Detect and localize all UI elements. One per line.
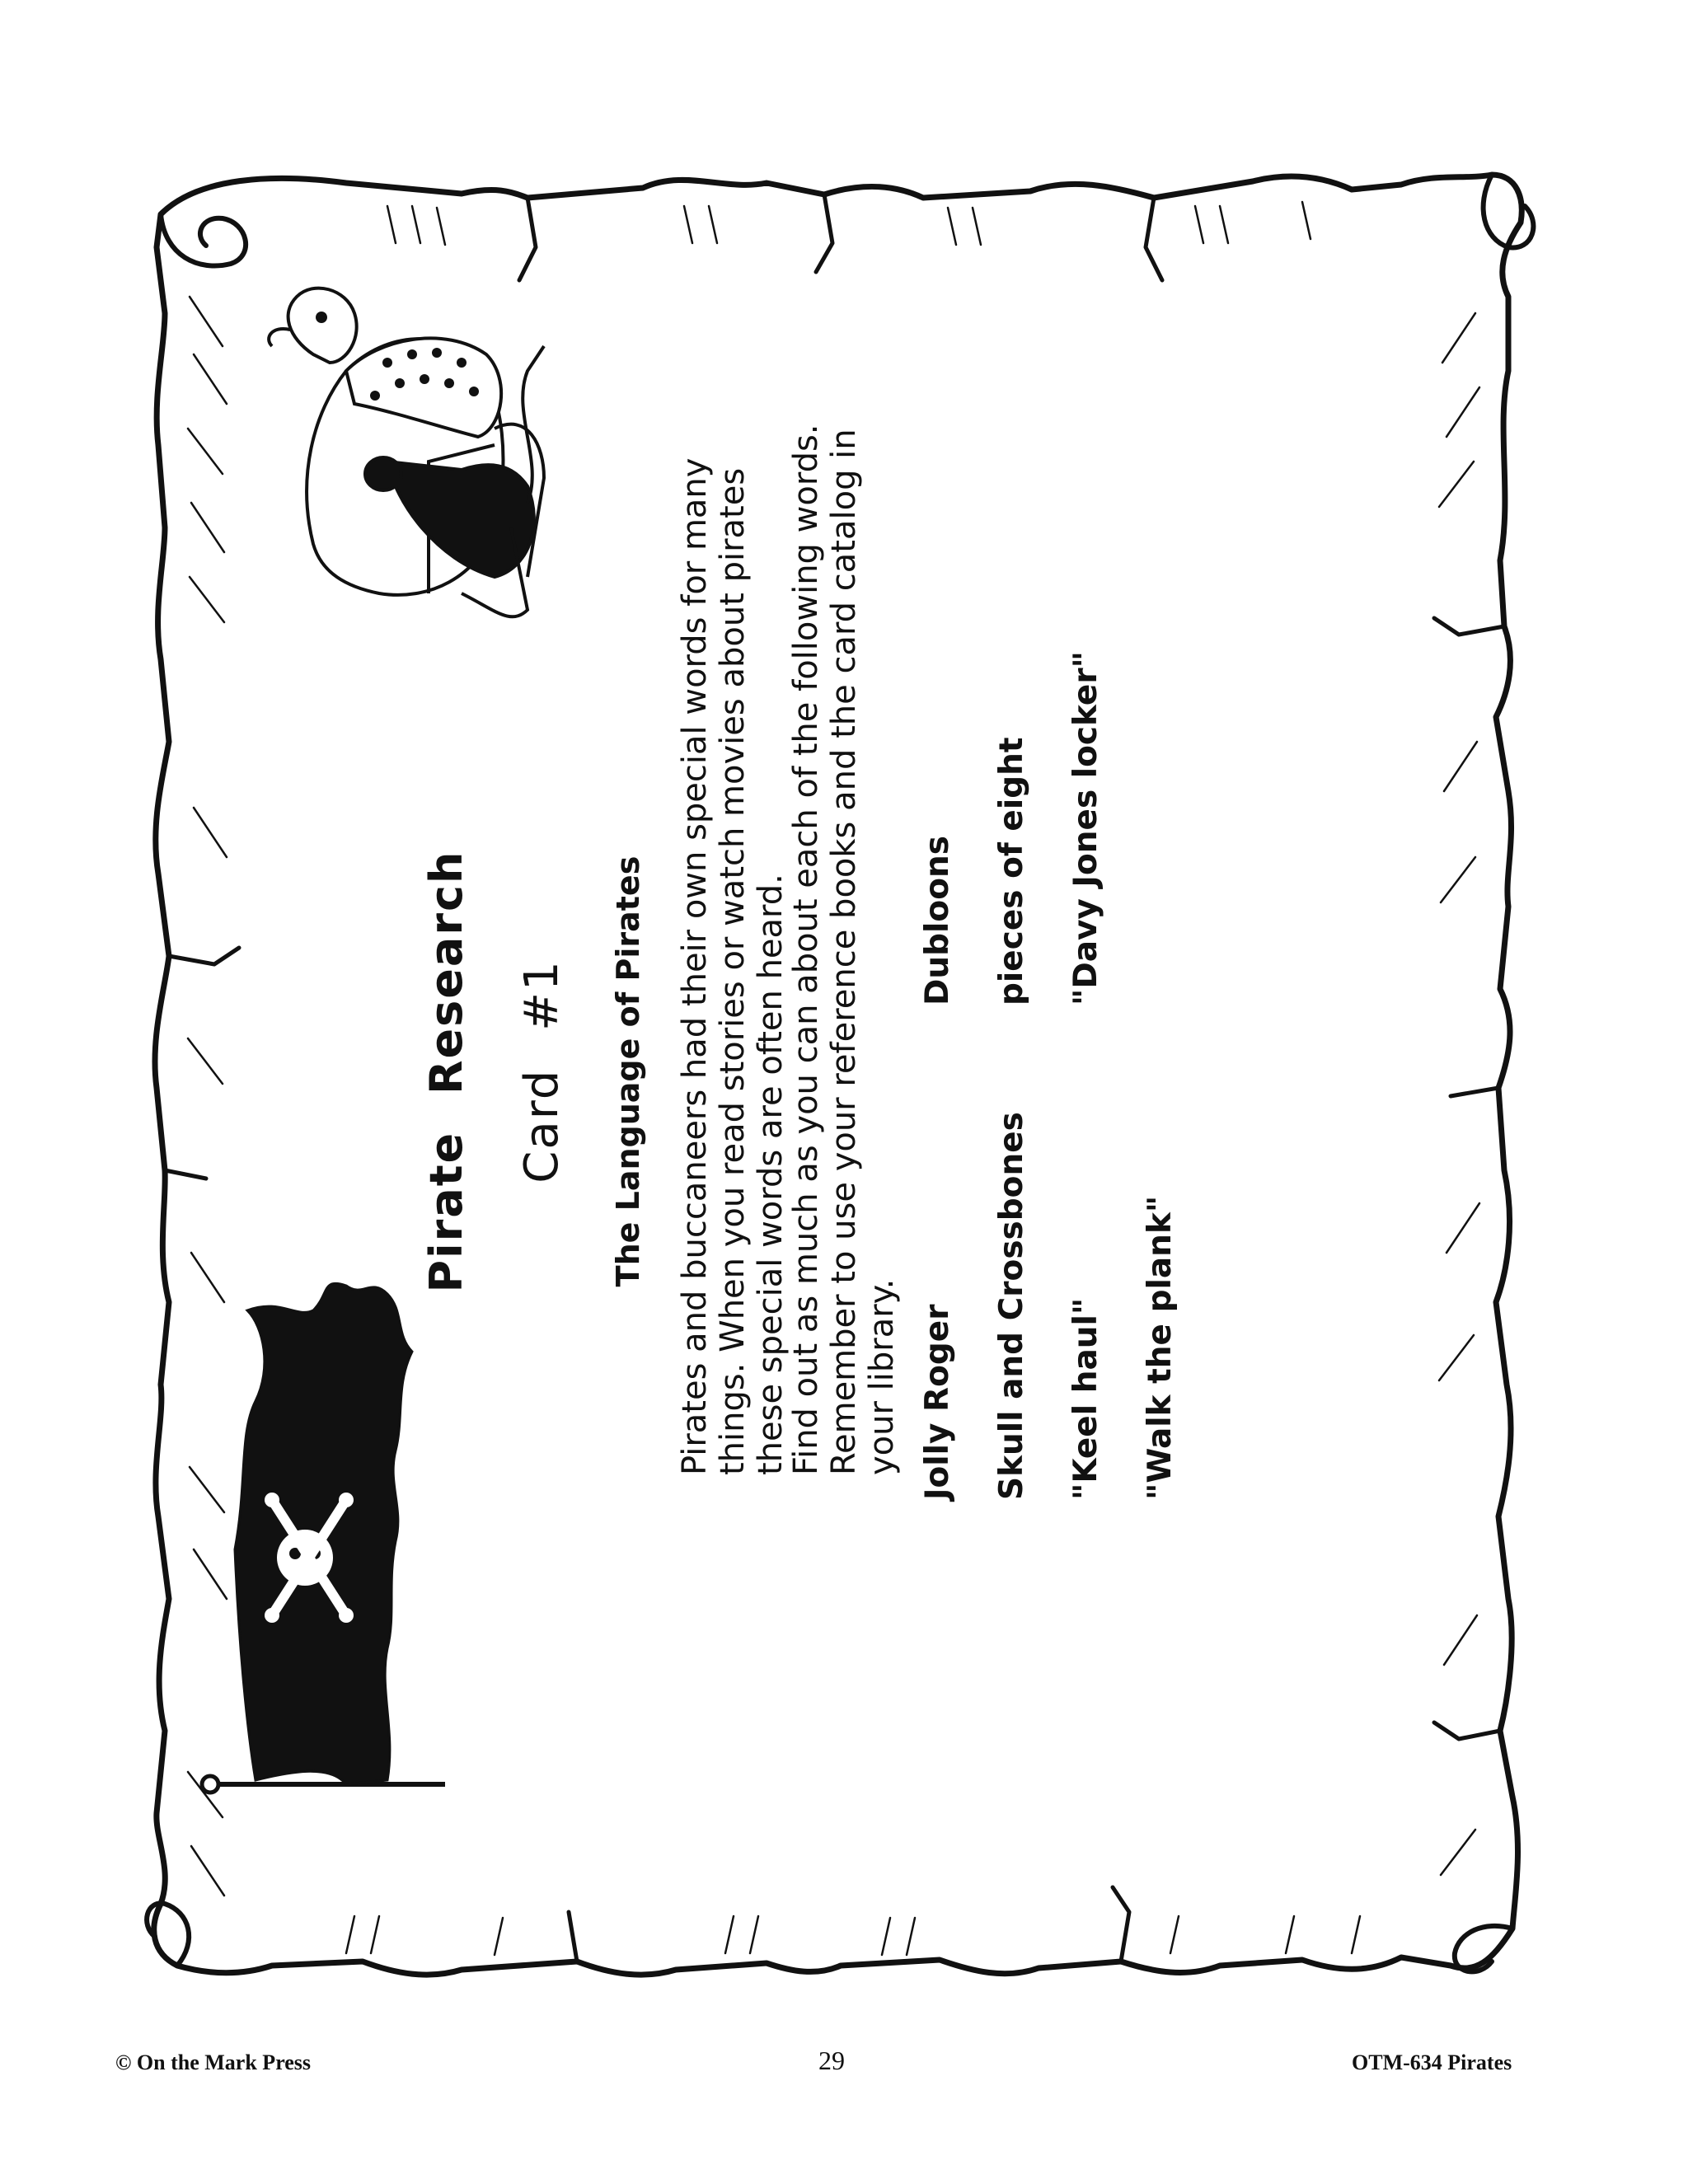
product-code: OTM-634 Pirates [1352, 2050, 1512, 2074]
word-item: "Walk the plank" [1142, 1195, 1179, 1500]
research-card [247, 206, 1401, 1937]
card-title: Pirate Research [420, 850, 472, 1293]
instructions-paragraph: Find out as much as you can about each of the following words. Remember to use your reference books and the card catalog in your library. [787, 424, 901, 1475]
word-item: "Davy Jones locker" [1067, 651, 1104, 1005]
word-item: Dubloons [919, 836, 956, 1005]
word-item: Jolly Roger [919, 1304, 956, 1500]
card-number: Card #1 [515, 959, 569, 1183]
word-item: pieces of eight [993, 737, 1030, 1005]
word-item: "Keel haul" [1067, 1297, 1104, 1500]
intro-paragraph: Pirates and buccaneers had their own special words for many things. When you read stories or watch movies about pirates these special words are often heard. [676, 457, 790, 1475]
page-number: 29 [818, 2046, 845, 2075]
word-item: Skull and Crossbones [993, 1112, 1030, 1500]
card-subtitle: The Language of Pirates [610, 855, 646, 1287]
publisher-credit: © On the Mark Press [115, 2050, 312, 2074]
